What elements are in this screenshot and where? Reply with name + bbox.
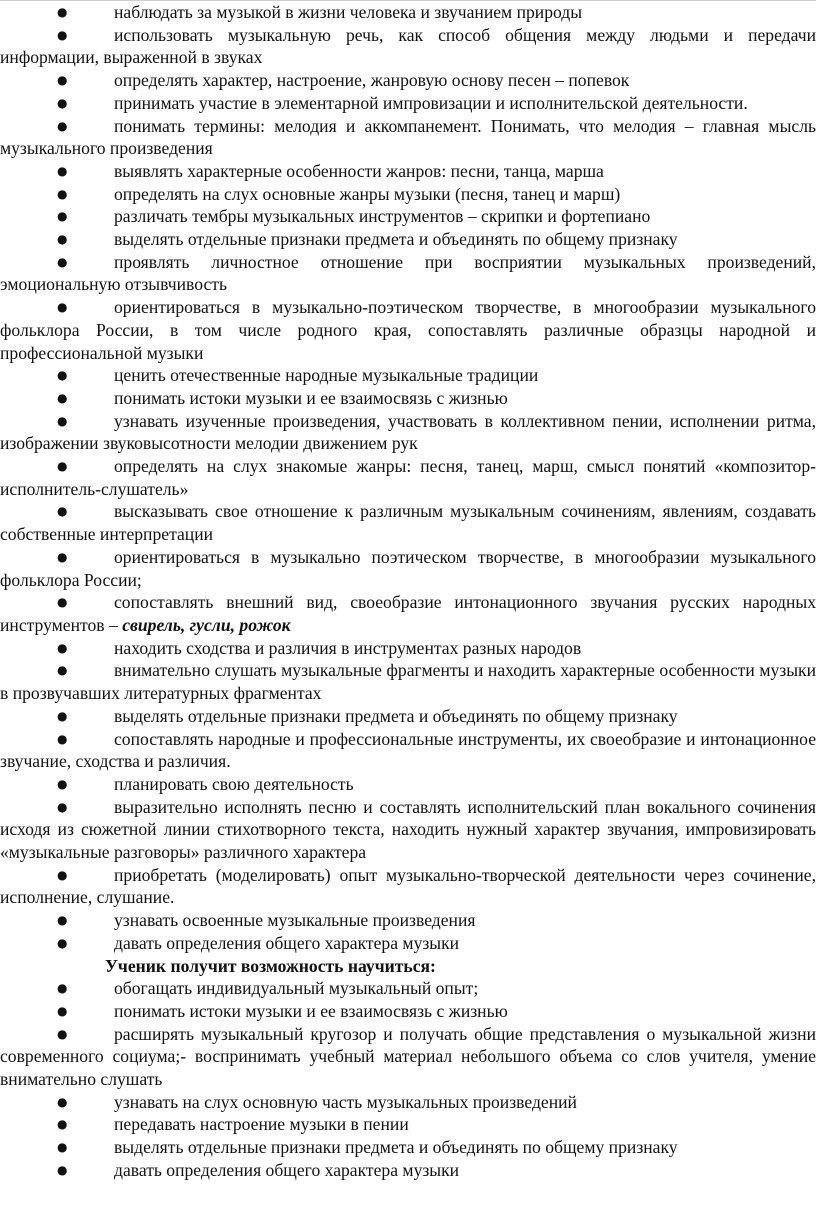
bullet-icon: ●	[57, 981, 68, 996]
list-item	[0, 796, 816, 864]
list-item	[0, 773, 816, 796]
list-item	[0, 455, 816, 500]
bullet-icon: ●	[57, 5, 68, 19]
list-item-text: выявлять характерные особенности жанров: песни, танца, марша	[114, 160, 604, 181]
list-item-text: выразительно исполнять песню и составлять исполнительский план вокального сочинения исходя из сюжетной линии стихотворного текста, находить нужный характер звучания, импровизировать «музыкальные разговоры» различного характера	[0, 796, 816, 863]
list-item-text: проявлять личностное отношение при восприятии музыкальных произведений, эмоциональную отзывчивость	[0, 251, 816, 295]
list-item	[0, 387, 816, 410]
list-item	[0, 1136, 816, 1159]
list-item-text: принимать участие в элементарной импровизации и исполнительской деятельности.	[114, 92, 748, 113]
list-item	[0, 705, 816, 728]
list-item	[0, 24, 816, 69]
list-item-text: обогащать индивидуальный музыкальный опыт;	[114, 978, 479, 999]
list-item-text: расширять музыкальный кругозор и получать общие представления о музыкальной жизни современного социума;- воспринимать учебный материал небольшого объема со слов учителя, умение внимательно слушать	[0, 1023, 816, 1090]
list-item	[0, 659, 816, 704]
bullet-icon: ●	[57, 27, 68, 42]
bullet-icon: ●	[57, 1117, 68, 1132]
list-item	[0, 364, 816, 387]
list-item-text: выделять отдельные признаки предмета и объединять по общему признаку	[114, 229, 678, 250]
list-item	[0, 591, 816, 636]
list-item	[0, 69, 816, 92]
bullet-icon: ●	[57, 867, 68, 882]
list-item-text: внимательно слушать музыкальные фрагменты и находить характерные особенности музыки в прозвучавших литературных фрагментах	[0, 660, 816, 704]
bullet-icon: ●	[57, 186, 68, 201]
list-item-text: выделять отдельные признаки предмета и объединять по общему признаку	[114, 705, 678, 726]
list-item-text: давать определения общего характера музыки	[114, 932, 460, 953]
list-item	[0, 977, 816, 1000]
list-item	[0, 864, 816, 909]
bullet-icon: ●	[57, 549, 68, 564]
list-item	[0, 500, 816, 545]
list-item-text: выделять отдельные признаки предмета и объединять по общему признаку	[114, 1137, 678, 1158]
bullet-icon: ●	[57, 368, 68, 383]
list-item	[0, 932, 816, 955]
list-item-text: определять на слух основные жанры музыки (песня, танец и марш)	[114, 183, 621, 204]
bullet-icon: ●	[57, 95, 68, 110]
list-item	[0, 637, 816, 660]
list-item-text: сопоставлять внешний вид, своеобразие интонационного звучания русских народных инструментов –	[0, 592, 816, 635]
list-item-text: понимать термины: мелодия и аккомпанемент. Понимать, что мелодия – главная мысль музыкального произведения	[0, 115, 816, 159]
bullet-icon: ●	[57, 799, 68, 814]
bullet-icon: ●	[57, 390, 68, 405]
list-item	[0, 909, 816, 932]
bullet-icon: ●	[57, 209, 68, 224]
bullet-icon: ●	[57, 935, 68, 950]
bullet-icon: ●	[57, 663, 68, 678]
list-item-text: ориентироваться в музыкально-поэтическом творчестве, в многообразии музыкального фольклора России, в том числе родного края, сопоставлять различные образцы народной и профессиональной музыки	[0, 297, 816, 363]
bullet-icon: ●	[57, 595, 68, 610]
bullet-icon: ●	[57, 1140, 68, 1155]
list-item-text: узнавать изученные произведения, участвовать в коллективном пении, исполнении ритма, изображении звуковысотности мелодии движением рук	[0, 410, 816, 454]
list-item-text: наблюдать за музыкой в жизни человека и звучанием природы	[114, 2, 583, 22]
list-item-emphasis: свирель, гусли, рожок	[122, 614, 291, 635]
list-item	[0, 1023, 816, 1091]
bullet-icon: ●	[57, 708, 68, 723]
bullet-icon: ●	[57, 413, 68, 428]
list-item-text: узнавать на слух основную часть музыкальных произведений	[114, 1091, 577, 1112]
list-item-text: понимать истоки музыки и ее взаимосвязь с жизнью	[114, 1000, 508, 1021]
list-item-text: планировать свою деятельность	[114, 773, 354, 794]
list-item	[0, 228, 816, 251]
bullet-icon: ●	[57, 1003, 68, 1018]
bullet-icon: ●	[57, 1162, 68, 1177]
list-item-text: различать тембры музыкальных инструментов – скрипки и фортепиано	[114, 206, 651, 227]
list-item-text: сопоставлять народные и профессиональные инструменты, их своеобразие и интонационное звучание, сходства и различия.	[0, 728, 816, 772]
list-item-text: определять характер, настроение, жанровую основу песен – попевок	[114, 70, 630, 91]
bullet-icon: ●	[57, 504, 68, 519]
document-body	[0, 1, 816, 1182]
list-item	[0, 1113, 816, 1136]
list-item	[0, 1159, 816, 1182]
list-item-text: ориентироваться в музыкально поэтическом творчестве, в многообразии музыкального фольклора России;	[0, 546, 816, 590]
bullet-icon: ●	[57, 300, 68, 315]
section-heading: Ученик получит возможность научиться:	[105, 955, 436, 976]
bullet-icon: ●	[57, 1026, 68, 1041]
list-item-text: находить сходства и различия в инструментах разных народов	[114, 637, 582, 658]
list-item-text: приобретать (моделировать) опыт музыкально-творческой деятельности через сочинение, исполнение, слушание.	[0, 864, 816, 908]
list-item-text: давать определения общего характера музыки	[114, 1159, 460, 1180]
list-item	[0, 1091, 816, 1114]
bullet-icon: ●	[57, 776, 68, 791]
list-item-text: высказывать свое отношение к различным музыкальным сочинениям, явлениям, создавать собственные интерпретации	[0, 501, 816, 545]
list-item	[0, 160, 816, 183]
list-item-text: использовать музыкальную речь, как способ общения между людьми и передачи информации, выраженной в звуках	[0, 24, 816, 68]
bullet-icon: ●	[57, 254, 68, 269]
bullet-icon: ●	[57, 640, 68, 655]
bullet-icon: ●	[57, 913, 68, 928]
list-item	[0, 1000, 816, 1023]
list-item	[0, 92, 816, 115]
list-item-text: передавать настроение музыки в пении	[114, 1114, 409, 1135]
list-item-text: узнавать освоенные музыкальные произведения	[114, 910, 476, 931]
bullet-icon: ●	[57, 163, 68, 178]
list-item	[0, 410, 816, 455]
list-item-text: определять на слух знакомые жанры: песня, танец, марш, смысл понятий «композитор-исполнитель-слушатель»	[0, 456, 816, 499]
bullet-icon: ●	[57, 731, 68, 746]
list-item	[0, 183, 816, 206]
bullet-icon: ●	[57, 459, 68, 474]
bullet-icon: ●	[57, 118, 68, 133]
list-item	[0, 1, 816, 24]
bullet-icon: ●	[57, 232, 68, 247]
list-item	[0, 251, 816, 296]
list-item	[0, 205, 816, 228]
list-item	[0, 728, 816, 773]
list-item	[0, 546, 816, 591]
bullet-icon: ●	[57, 1094, 68, 1109]
bullet-icon: ●	[57, 73, 68, 88]
list-item-text: понимать истоки музыки и ее взаимосвязь с жизнью	[114, 387, 508, 408]
list-item	[0, 115, 816, 160]
list-item	[0, 296, 816, 364]
list-item-text: ценить отечественные народные музыкальные традиции	[114, 365, 539, 386]
